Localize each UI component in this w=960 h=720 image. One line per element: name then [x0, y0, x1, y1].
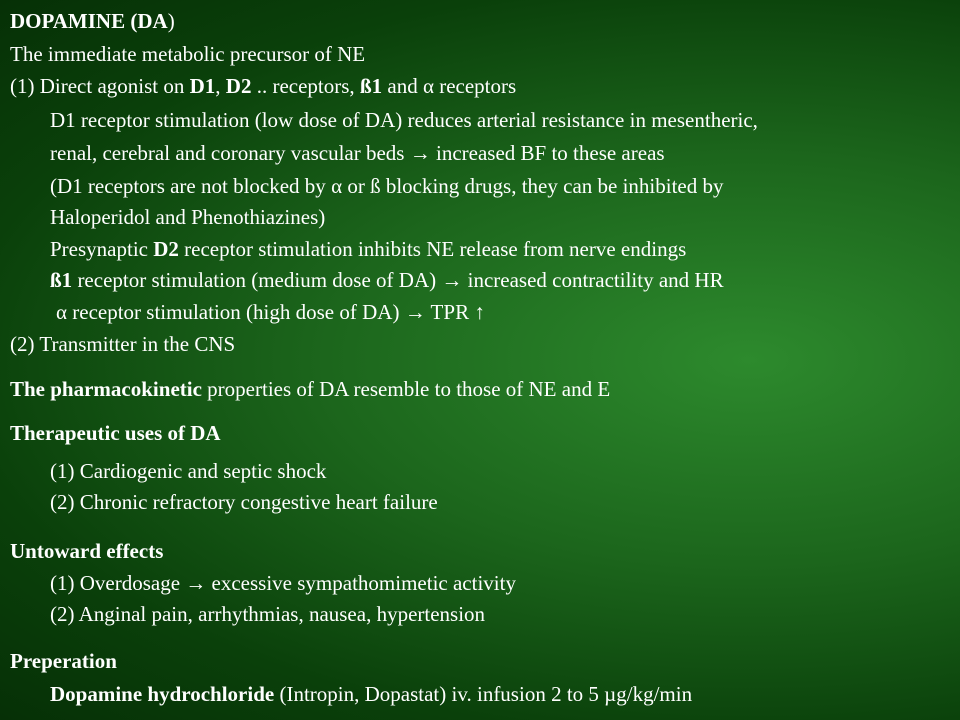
therapeutic-item-2: (2) Chronic refractory congestive heart failure: [50, 490, 438, 514]
alpha-effect-line: α receptor stimulation (high dose of DA) → TPR ↑: [56, 300, 485, 324]
untoward-item-1: (1) Overdosage → excessive sympathomimetic activity: [50, 571, 516, 595]
right-arrow-icon: →: [185, 571, 207, 595]
pharmacokinetic-line: The pharmacokinetic properties of DA resemble to those of NE and E: [10, 377, 611, 401]
d1-effect-line-1: D1 receptor stimulation (low dose of DA) reduces arterial resistance in mesentheric,: [50, 108, 758, 132]
slide-title: DOPAMINE (DA): [10, 9, 175, 33]
d1-block-line-1: (D1 receptors are not blocked by α or ß blocking drugs, they can be inhibited by: [50, 174, 724, 198]
alpha-symbol: α: [422, 74, 434, 98]
precursor-line: The immediate metabolic precursor of NE: [10, 42, 366, 66]
untoward-heading: Untoward effects: [10, 539, 164, 563]
alpha-symbol: α: [56, 300, 68, 324]
up-arrow-icon: ↑: [474, 300, 485, 324]
d2-effect-line: Presynaptic D2 receptor stimulation inhibits NE release from nerve endings: [50, 237, 687, 261]
preparation-line: Dopamine hydrochloride (Intropin, Dopastat) iv. infusion 2 to 5 µg/kg/min: [50, 682, 693, 706]
right-arrow-icon: →: [409, 141, 431, 165]
right-arrow-icon: →: [441, 268, 463, 292]
b1-effect-line: ß1 receptor stimulation (medium dose of DA) → increased contractility and HR: [50, 268, 724, 292]
preparation-heading: Preperation: [10, 649, 117, 673]
transmitter-line: (2) Transmitter in the CNS: [10, 332, 236, 356]
agonist-line: (1) Direct agonist on D1, D2 .. receptors, ß1 and α receptors: [10, 74, 517, 98]
therapeutic-heading: Therapeutic uses of DA: [10, 421, 221, 445]
right-arrow-icon: →: [404, 300, 426, 324]
alpha-symbol: α: [331, 174, 343, 198]
therapeutic-item-1: (1) Cardiogenic and septic shock: [50, 459, 327, 483]
d1-block-line-2: Haloperidol and Phenothiazines): [50, 205, 326, 229]
untoward-item-2: (2) Anginal pain, arrhythmias, nausea, hypertension: [50, 602, 486, 626]
d1-effect-line-2: renal, cerebral and coronary vascular beds → increased BF to these areas: [50, 141, 665, 165]
